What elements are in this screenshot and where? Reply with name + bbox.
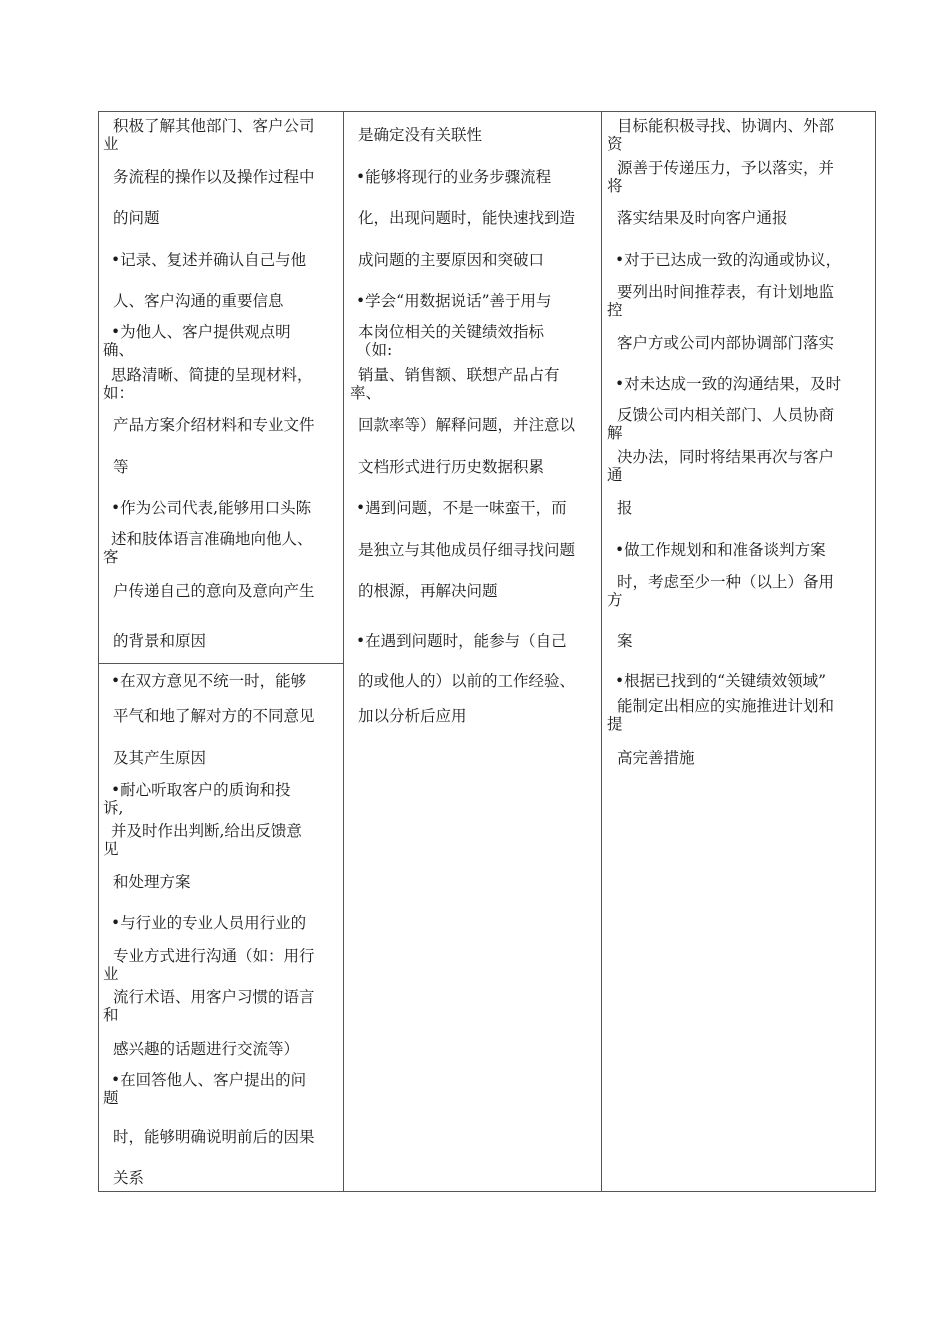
cell-text-line: 户传递自己的意向及意向产生	[113, 582, 315, 600]
cell-text-line: 案	[617, 632, 633, 650]
cell-text-line: 和处理方案	[113, 873, 191, 891]
cell-text-line: 等	[113, 458, 129, 476]
cell-text-line: 的问题	[113, 209, 160, 227]
cell-text-line: 见	[103, 840, 119, 858]
column-divider	[601, 112, 602, 1191]
cell-text-line: 述和肢体语言准确地向他人、	[111, 530, 313, 548]
cell-text-line: 的根源，再解决问题	[358, 582, 498, 600]
cell-text-line: 专业方式进行沟通（如：用行	[113, 947, 315, 965]
cell-text-line: 并及时作出判断,给出反馈意	[111, 822, 302, 840]
cell-text-line: •学会“用数据说话”善于用与	[356, 292, 552, 310]
cell-text-line: 诉,	[103, 799, 124, 817]
cell-text-line: 及其产生原因	[113, 749, 207, 767]
cell-text-line: 如：	[103, 384, 135, 402]
cell-text-line: 关系	[113, 1169, 145, 1187]
cell-text-line: 人、客户沟通的重要信息	[113, 292, 284, 310]
cell-text-line: 的或他人的）以前的工作经验、	[358, 672, 576, 690]
cell-text-line: 时，考虑至少一种（以上）备用	[617, 573, 835, 591]
cell-text-line: 提	[607, 715, 623, 733]
cell-text-line: •与行业的专业人员用行业的	[111, 914, 307, 932]
cell-text-line: 反馈公司内相关部门、人员协商	[617, 406, 835, 424]
cell-text-line: 业	[103, 135, 119, 153]
cell-text-line: •遇到问题，不是一味蛮干，而	[356, 499, 567, 517]
cell-text-line: •做工作规划和和准备谈判方案	[615, 541, 826, 559]
cell-text-line: •记录、复述并确认自己与他	[111, 251, 307, 269]
cell-text-line: 率、	[350, 384, 382, 402]
cell-text-line: 时，能够明确说明前后的因果	[113, 1128, 315, 1146]
cell-text-line: 的背景和原因	[113, 632, 207, 650]
cell-text-line: 平气和地了解对方的不同意见	[113, 707, 315, 725]
cell-text-line: 本岗位相关的关键绩效指标	[358, 323, 545, 341]
cell-text-line: 确、	[103, 341, 135, 359]
cell-text-line: •对未达成一致的沟通结果，及时	[615, 375, 842, 393]
cell-text-line: •作为公司代表,能够用口头陈	[111, 499, 312, 517]
cell-text-line: •根据已找到的“关键绩效领域”	[615, 672, 826, 690]
cell-text-line: 资	[607, 135, 623, 153]
cell-text-line: （如:	[356, 341, 393, 359]
column-divider	[343, 112, 344, 1191]
row-divider	[99, 663, 344, 664]
cell-text-line: 化，出现问题时，能快速找到造	[358, 209, 576, 227]
cell-text-line: •在遇到问题时，能参与（自己	[356, 632, 567, 650]
cell-text-line: 销量、销售额、联想产品占有	[358, 366, 560, 384]
cell-text-line: 控	[607, 301, 623, 319]
cell-text-line: 思路清晰、简捷的呈现材料，	[111, 366, 313, 384]
cell-text-line: 将	[607, 177, 623, 195]
cell-text-line: 业	[103, 965, 119, 983]
cell-text-line: •耐心听取客户的质询和投	[111, 781, 291, 799]
cell-text-line: 和	[103, 1006, 119, 1024]
cell-text-line: 解	[607, 424, 623, 442]
cell-text-line: •能够将现行的业务步骤流程	[356, 168, 552, 186]
cell-text-line: •在回答他人、客户提出的问	[111, 1071, 307, 1089]
cell-text-line: 报	[617, 499, 633, 517]
cell-text-line: 流行术语、用客户习惯的语言	[113, 988, 315, 1006]
cell-text-line: 通	[607, 466, 623, 484]
cell-text-line: 决办法，同时将结果再次与客户	[617, 448, 835, 466]
cell-text-line: 加以分析后应用	[358, 707, 467, 725]
cell-text-line: 回款率等）解释问题，并注意以	[358, 416, 576, 434]
cell-text-line: 是独立与其他成员仔细寻找问题	[358, 541, 576, 559]
cell-text-line: 产品方案介绍材料和专业文件	[113, 416, 315, 434]
cell-text-line: •在双方意见不统一时，能够	[111, 672, 307, 690]
cell-text-line: 客户方或公司内部协调部门落实	[617, 334, 835, 352]
cell-text-line: 方	[607, 591, 623, 609]
cell-text-line: 高完善措施	[617, 749, 695, 767]
cell-text-line: 客	[103, 548, 119, 566]
cell-text-line: 落实结果及时向客户通报	[617, 209, 788, 227]
cell-text-line: 感兴趣的话题进行交流等）	[113, 1040, 300, 1058]
cell-text-line: 要列出时间推荐表，有计划地监	[617, 283, 835, 301]
content-table	[98, 111, 876, 1192]
cell-text-line: 题	[103, 1089, 119, 1107]
cell-text-line: •为他人、客户提供观点明	[111, 323, 291, 341]
cell-text-line: 务流程的操作以及操作过程中	[113, 168, 315, 186]
cell-text-line: 成问题的主要原因和突破口	[358, 251, 545, 269]
cell-text-line: 是确定没有关联性	[358, 126, 483, 144]
cell-text-line: 目标能积极寻找、协调内、外部	[617, 117, 835, 135]
cell-text-line: 能制定出相应的实施推进计划和	[617, 697, 835, 715]
cell-text-line: 积极了解其他部门、客户公司	[113, 117, 315, 135]
cell-text-line: •对于已达成一致的沟通或协议，	[615, 251, 842, 269]
cell-text-line: 文档形式进行历史数据积累	[358, 458, 545, 476]
cell-text-line: 源善于传递压力，予以落实，并	[617, 159, 835, 177]
